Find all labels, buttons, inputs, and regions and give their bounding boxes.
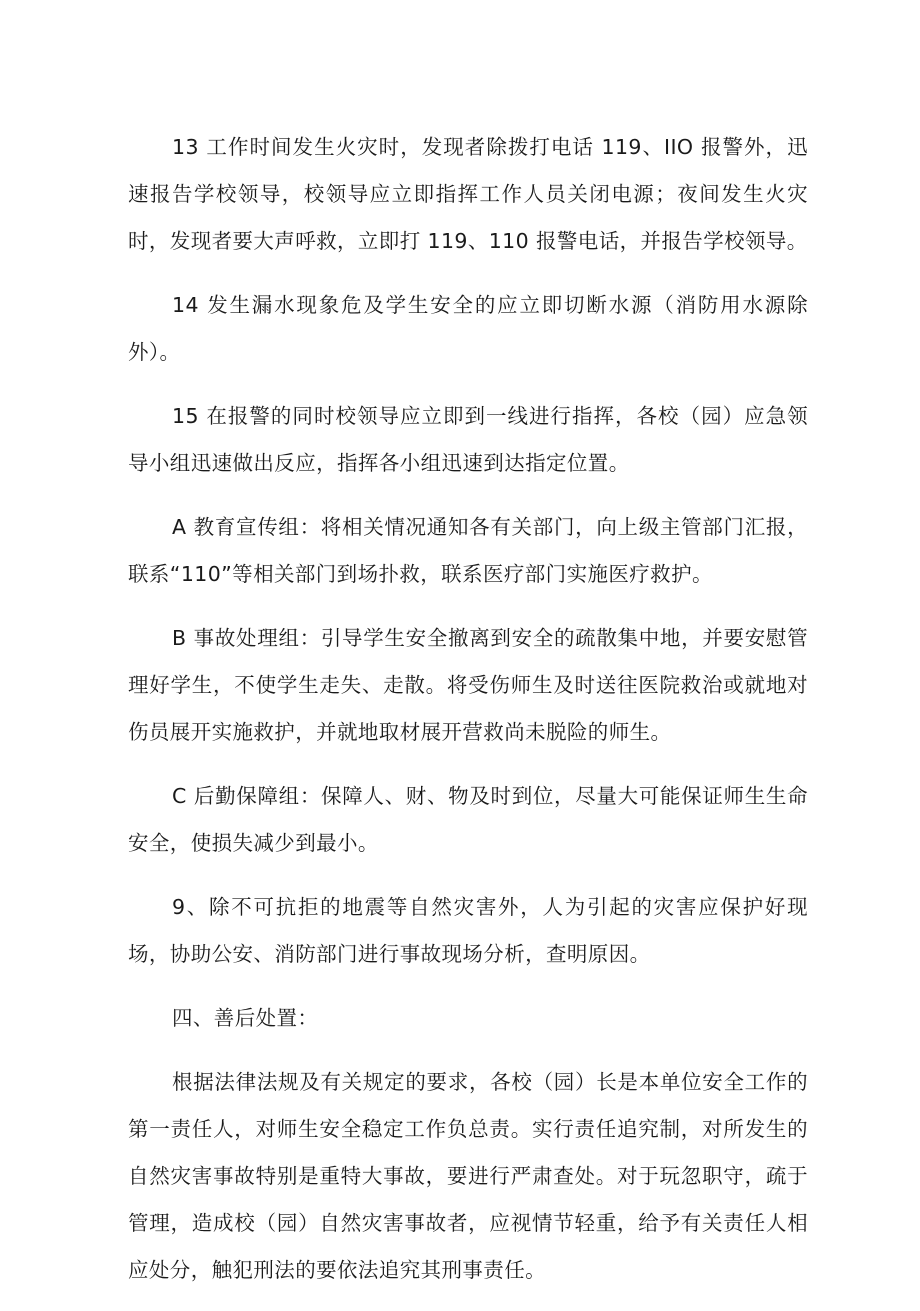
paragraph-group-a-publicity: A 教育宣传组：将相关情况通知各有关部门，向上级主管部门汇报，联系“110”等相关部门到场扑救，联系医疗部门实施医疗救护。 [128,515,808,586]
paragraph-fire-response: 13 工作时间发生火灾时，发现者除拨打电话 119、IIO 报警外，迅速报告学校领导，校领导应立即指挥工作人员关闭电源；夜间发生火灾时，发现者要大声呼救，立即打 119、110 报警电话，并报告学校领导。 [128,135,808,253]
section-heading-aftermath: 四、善后处置： [172,1006,319,1030]
paragraph-group-b-handling: B 事故处理组：引导学生安全撤离到安全的疏散集中地，并要安慰管理好学生，不使学生走失、走散。将受伤师生及时送往医院救治或就地对伤员展开实施救护，并就地取材展开营救尚未脱险的师生。 [128,626,808,744]
document-body [128,124,808,1311]
paragraph-accountability: 根据法律法规及有关规定的要求，各校（园）长是本单位安全工作的第一责任人，对师生安全稳定工作负总责。实行责任追究制，对所发生的自然灾害事故特别是重特大事故，要进行严肃查处。对于玩忽职守，疏于管理，造成校（园）自然灾害事故者，应视情节轻重，给予有关责任人相应处分，触犯刑法的要依法追究其刑事责任。 [128,1070,808,1282]
paragraph-group-c-logistics: C 后勤保障组：保障人、财、物及时到位，尽量大可能保证师生生命安全，使损失减少到最小。 [128,784,808,855]
paragraph-leadership-command: 15 在报警的同时校领导应立即到一线进行指挥，各校（园）应急领导小组迅速做出反应，指挥各小组迅速到达指定位置。 [128,404,808,475]
paragraph-water-leak: 14 发生漏水现象危及学生安全的应立即切断水源（消防用水源除外）。 [128,293,808,364]
paragraph-scene-protection: 9、除不可抗拒的地震等自然灾害外，人为引起的灾害应保护好现场，协助公安、消防部门进行事故现场分析，查明原因。 [128,895,808,966]
